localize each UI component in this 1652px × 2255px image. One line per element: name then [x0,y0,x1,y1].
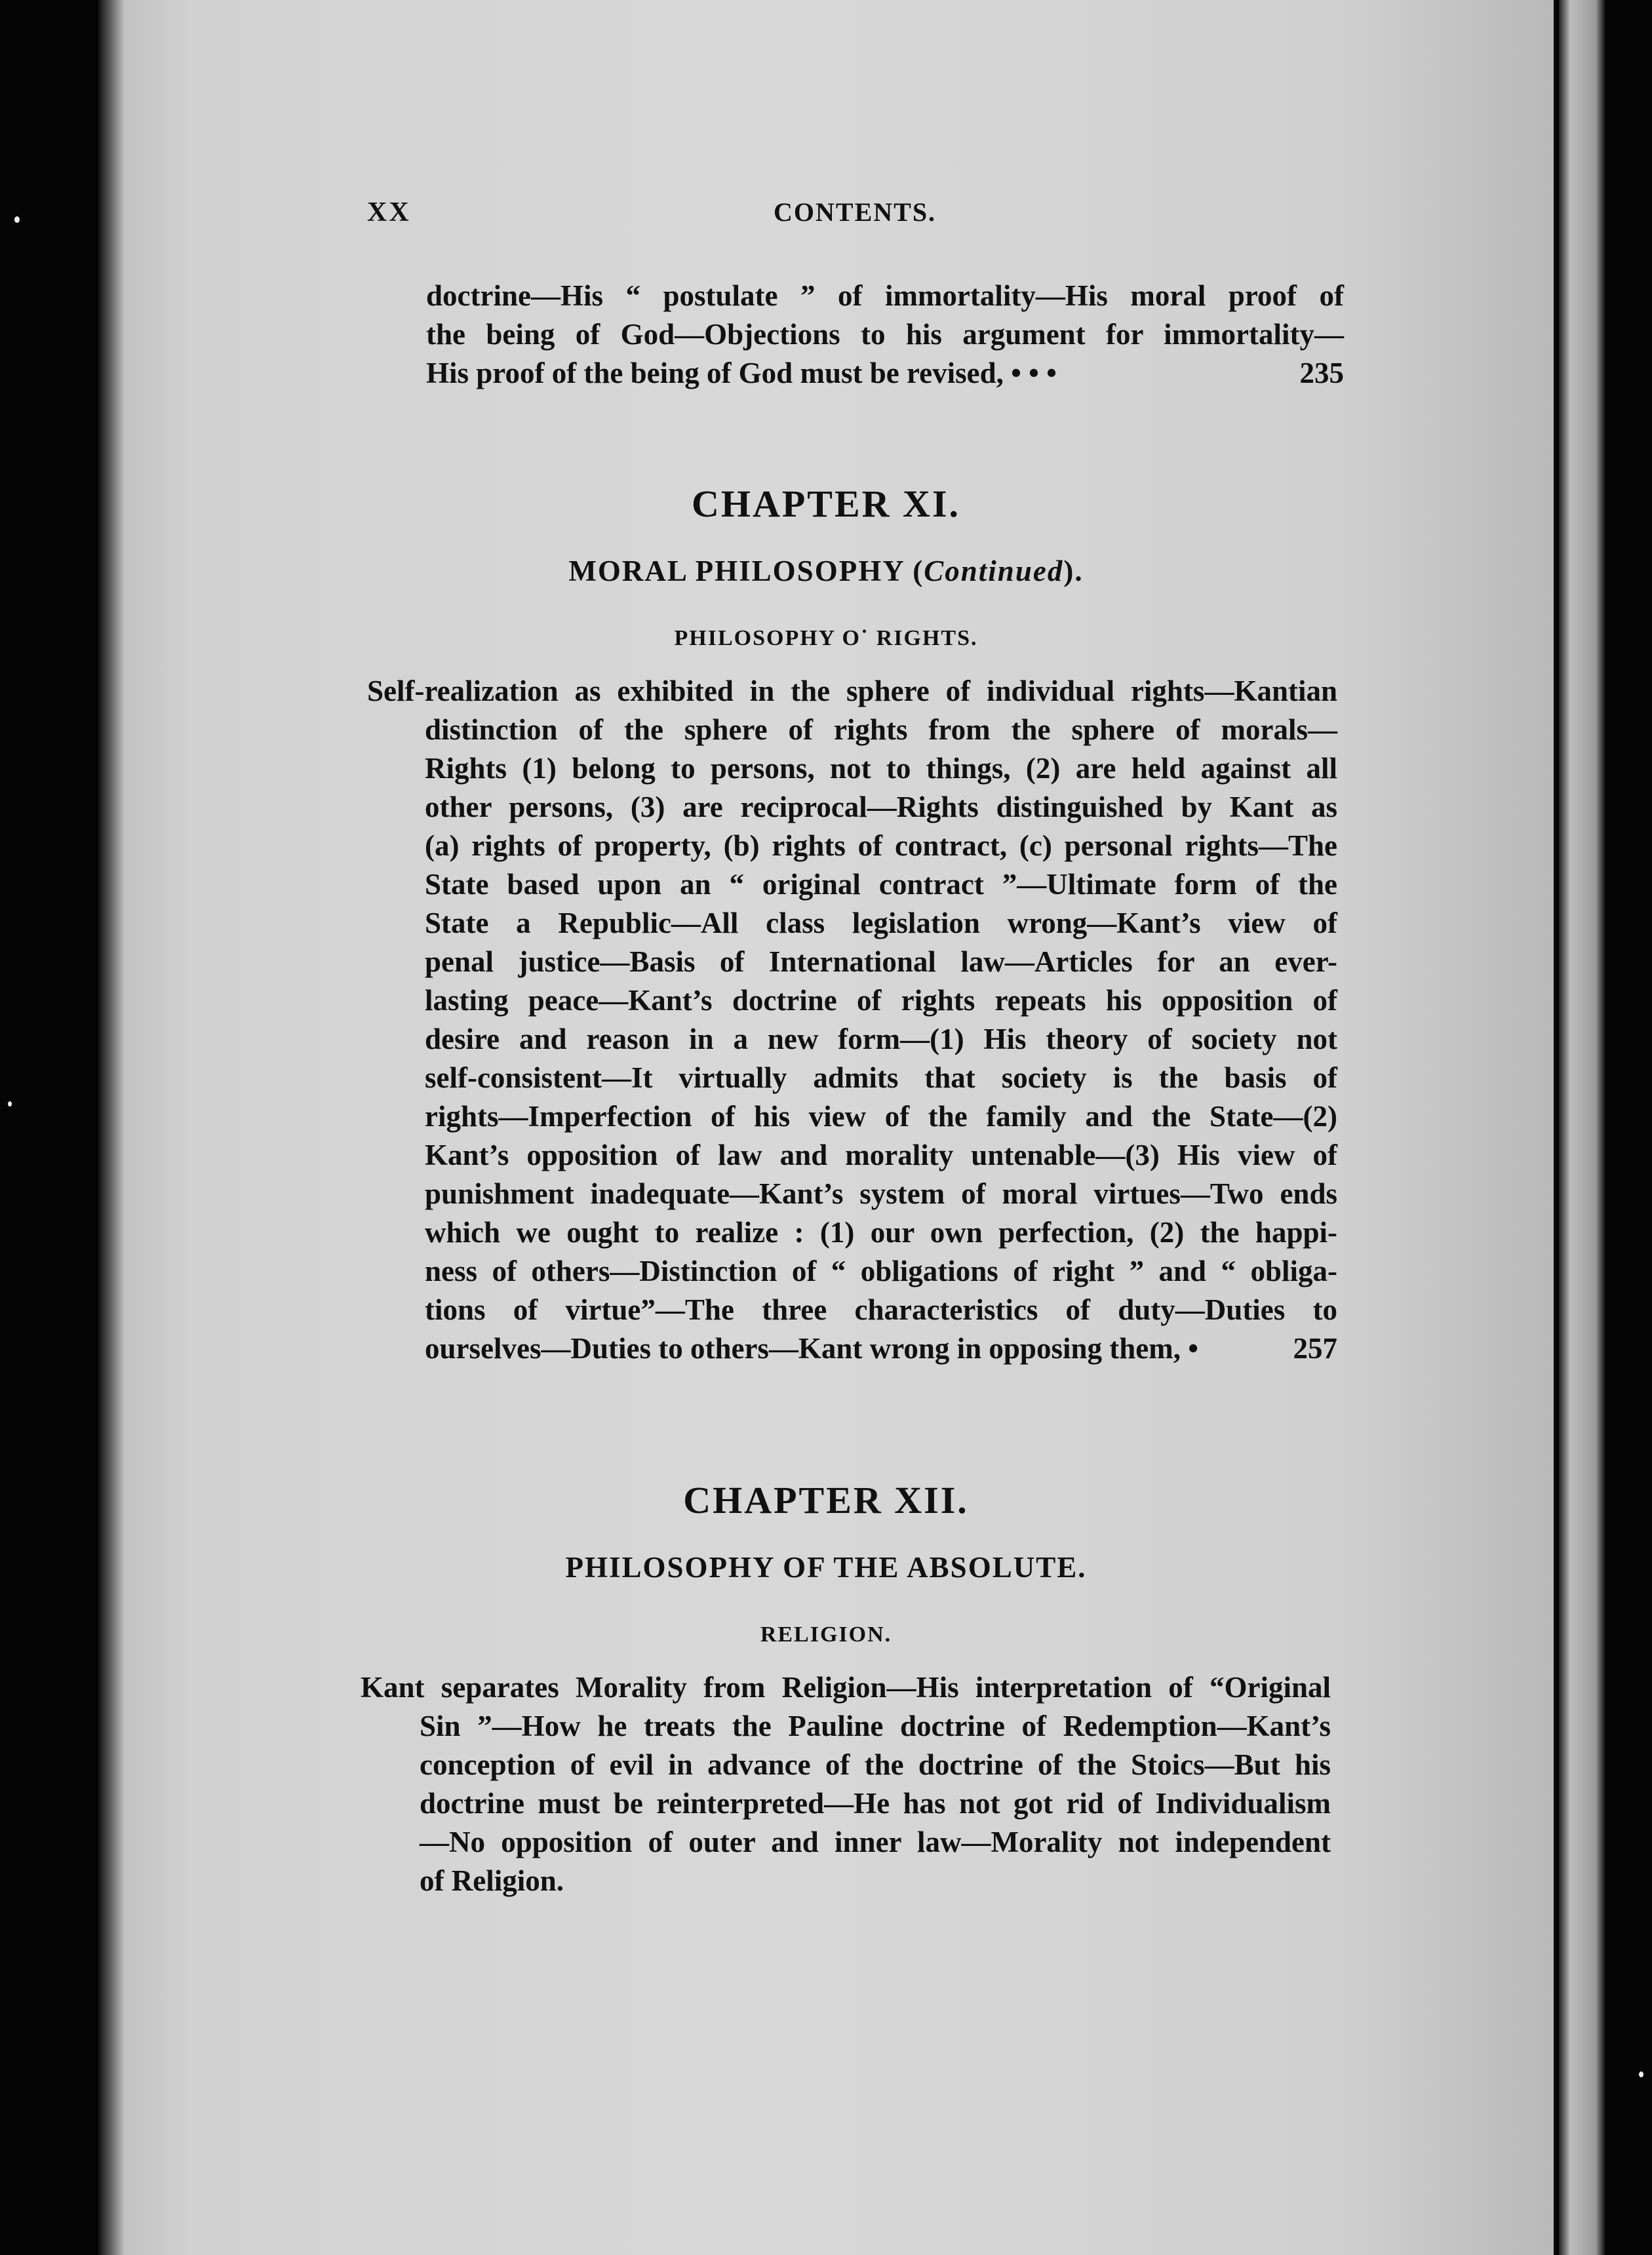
chapter-xii-summary [361,1668,1331,1900]
summary-line: self-consistent—It virtually admits that society is the basis of [425,1061,1337,1094]
running-title: CONTENTS. [774,197,937,227]
summary-line: conception of evil in advance of the doctrine of the Stoics—But his [420,1748,1331,1781]
summary-line: Self-realization as exhibited in the sphere of individual rights—Kantian [367,675,1337,707]
summary-line: Sin ”—How he treats the Pauline doctrine of Redemption—Kant’s [420,1710,1331,1742]
subtitle-end: ). [1063,555,1084,587]
summary-line: Kant’s opposition of law and morality untenable—(3) His view of [425,1139,1337,1171]
page-reference: 257 [1293,1332,1337,1365]
scan-speck [14,216,20,223]
summary-line-last [425,1329,1337,1368]
summary-line: rights—Imperfection of his view of the family and the State—(2) [425,1100,1337,1133]
scan-speck [1639,2071,1643,2077]
summary-line: other persons, (3) are reciprocal—Rights distinguished by Kant as [425,791,1337,823]
summary-line: of Religion. [420,1864,564,1897]
chapter-xi-title: CHAPTER XI. [691,482,961,525]
subtitle-italic: Continued [924,555,1064,587]
summary-line: Rights (1) belong to persons, not to things, (2) are held against all [425,752,1337,785]
chapter-xi-summary [367,672,1337,1368]
summary-line-last [426,354,1344,393]
summary-line: ness of others—Distinction of “ obligations of right ” and “ obliga- [425,1255,1337,1287]
scan-speck [8,1101,12,1107]
chapter-xii-title: CHAPTER XII. [683,1479,969,1521]
summary-line: Kant separates Morality from Religion—His interpretation of “Original [361,1671,1331,1704]
summary-line: doctrine must be reinterpreted—He has not got rid of Individualism [420,1787,1331,1820]
summary-line: State based upon an “ original contract ”—Ultimate form of the [425,868,1337,901]
summary-line-text: His proof of the being of God must be revised, • • • [426,357,1057,389]
subtitle-text: MORAL PHILOSOPHY ( [568,555,924,587]
page-number-roman: XX [367,197,411,227]
summary-line: tions of virtue”—The three characteristics of duty—Duties to [425,1293,1337,1326]
summary-line-text: ourselves—Duties to others—Kant wrong in opposing them, • [425,1332,1198,1365]
summary-line: which we ought to realize : (1) our own perfection, (2) the happi- [425,1216,1337,1249]
summary-line: (a) rights of property, (b) rights of contract, (c) personal rights—The [425,829,1337,862]
chapter-xi-subtitle [0,554,1652,588]
summary-line: lasting peace—Kant’s doctrine of rights repeats his opposition of [425,984,1337,1017]
page-reference: 235 [1299,357,1344,389]
chapter-xii-subtitle: PHILOSOPHY OF THE ABSOLUTE. [565,1551,1087,1584]
summary-line: penal justice—Basis of International law—Articles for an ever- [425,945,1337,978]
continued-chapter-summary [426,277,1344,393]
summary-line: the being of God—Objections to his argument for immortality— [426,318,1344,351]
summary-line: State a Republic—All class legislation wrong—Kant’s view of [425,907,1337,939]
summary-line: punishment inadequate—Kant’s system of moral virtues—Two ends [425,1177,1337,1210]
summary-line: desire and reason in a new form—(1) His theory of society not [425,1023,1337,1055]
summary-line: distinction of the sphere of rights from the sphere of morals— [425,713,1337,746]
chapter-xii-section: RELIGION. [760,1622,892,1647]
chapter-xi-section: PHILOSOPHY O˙ RIGHTS. [674,626,978,650]
summary-line: doctrine—His “ postulate ” of immortality—His moral proof of [426,279,1344,312]
summary-line: —No opposition of outer and inner law—Morality not independent [420,1826,1331,1858]
